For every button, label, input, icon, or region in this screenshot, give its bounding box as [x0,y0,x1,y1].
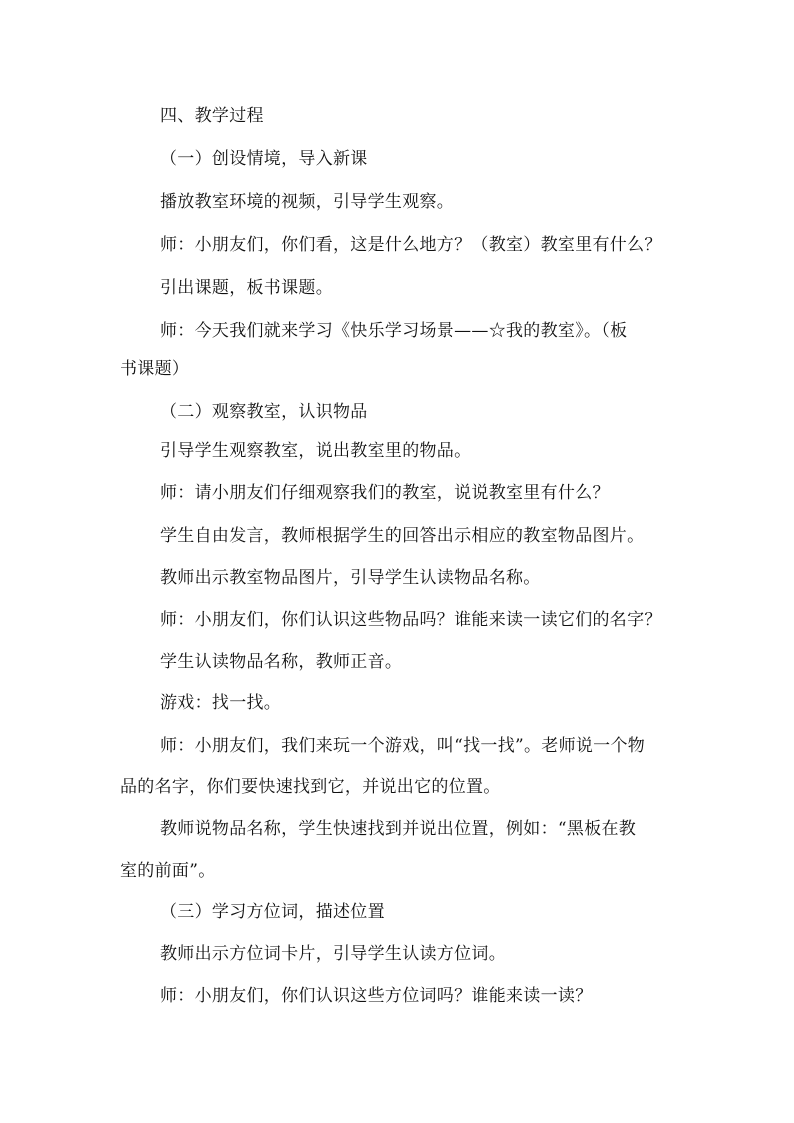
paragraph-line: 品的名字，你们要快速找到它，并说出它的位置。 [120,777,501,797]
paragraph-line: 游戏：找一找。 [160,693,282,713]
subsection-heading: （三）学习方位词，描述位置 [160,902,385,922]
paragraph-line: 教师说物品名称，学生快速找到并说出位置，例如：“黑板在教 [160,819,637,839]
paragraph-line: 教师出示教室物品图片，引导学生认读物品名称。 [160,568,541,588]
paragraph-line: 师：小朋友们，你们看，这是什么地方？（教室）教室里有什么？ [160,235,662,255]
paragraph-line: 师：今天我们就来学习《快乐学习场景——☆我的教室》。（板 [160,321,628,341]
paragraph-line: 师：小朋友们，我们来玩一个游戏，叫“找一找”。老师说一个物 [160,736,646,756]
paragraph-line: 室的前面”。 [120,861,216,881]
paragraph-line: 书课题） [120,359,190,379]
paragraph-line: 学生认读物品名称，教师正音。 [160,652,403,672]
paragraph-line: 教师出示方位词卡片，引导学生认读方位词。 [160,944,506,964]
subsection-heading: （二）观察教室，认识物品 [160,402,368,422]
paragraph-line: 师：小朋友们，你们认识这些物品吗？谁能来读一读它们的名字？ [160,610,662,630]
paragraph-line: 师：小朋友们，你们认识这些方位词吗？谁能来读一读？ [160,986,593,1006]
section-heading: 四、教学过程 [160,106,264,126]
paragraph-line: 引出课题，板书课题。 [160,278,333,298]
paragraph-line: 播放教室环境的视频，引导学生观察。 [160,192,455,212]
subsection-heading: （一）创设情境，导入新课 [160,149,368,169]
paragraph-line: 师：请小朋友们仔细观察我们的教室，说说教室里有什么？ [160,483,610,503]
paragraph-line: 学生自由发言，教师根据学生的回答出示相应的教室物品图片。 [160,526,645,546]
paragraph-line: 引导学生观察教室，说出教室里的物品。 [160,441,472,461]
